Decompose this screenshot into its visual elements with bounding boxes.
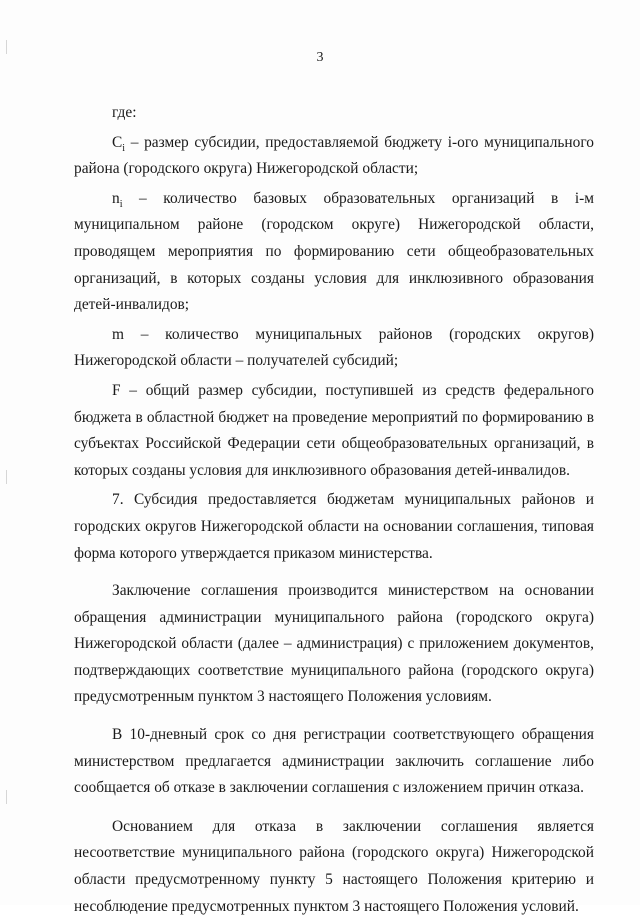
definition-ci <box>74 130 594 183</box>
refusal-grounds-paragraph: Основанием для отказа в заключении соглашения является несоответствие муниципального района (городского округа) Нижегородской области предусмотренному пункту 5 настоящего Положения критерию и несоблюдение предусмотренных пунктом 3 настоящего Положения условий. <box>74 817 594 915</box>
agreement-paragraph: Заключение соглашения производится министерством на основании обращения администрации муниципального района (городского округа) Нижегородской области (далее – администрация) с приложением документов, подтверждающих соответствие муниципального района (городского округа) предусмотренным пунктом 3 настоящего Положения условиям. <box>74 582 594 706</box>
scan-edge-mark <box>6 470 7 484</box>
definition-f <box>74 378 594 484</box>
definition-ni <box>74 186 594 319</box>
definition-text: – общий размер субсидии, поступившей из средств федерального бюджета в областной бюджет на проведение мероприятий по формированию в субъектах Российской Федерации сети общеобразовательных организаций, в которых созданы условия для инклюзивного образования детей-инвалидов. <box>74 381 594 479</box>
clause-7-paragraph: 7. Субсидия предоставляется бюджетам муниципальных районов и городских округов Нижегородской области на основании соглашения, типовая форма которого утверждается приказом министерства. <box>74 491 594 562</box>
page-number: 3 <box>316 50 324 65</box>
variable-symbol: $C_i$ <box>112 133 126 154</box>
definition-text: – количество муниципальных районов (городских округов) Нижегородской области – получателей субсидий; <box>74 325 594 370</box>
where-label: где: <box>112 104 137 121</box>
variable-symbol: F <box>112 381 121 399</box>
definition-text: – размер субсидии, предоставляемой бюджету i-ого муниципального района (городского округа) Нижегородской области; <box>74 133 594 178</box>
scan-edge-mark <box>6 790 7 804</box>
page-body <box>74 100 594 920</box>
variable-symbol: m <box>112 325 124 343</box>
definition-m <box>74 322 594 375</box>
variable-symbol: $n_i$ <box>112 189 123 210</box>
deadline-paragraph: В 10-дневный срок со дня регистрации соответствующего обращения министерством предлагается администрации заключить соглашение либо сообщается об отказе в заключении соглашения с изложением причин отказа. <box>74 726 594 797</box>
definition-text: – количество базовых образовательных организаций в i-м муниципальном районе (городском округе) Нижегородской области, проводящем мероприятия по формированию сети общеобразовательных организаций, в которых созданы условия для инклюзивного образования детей-инвалидов; <box>74 189 594 314</box>
